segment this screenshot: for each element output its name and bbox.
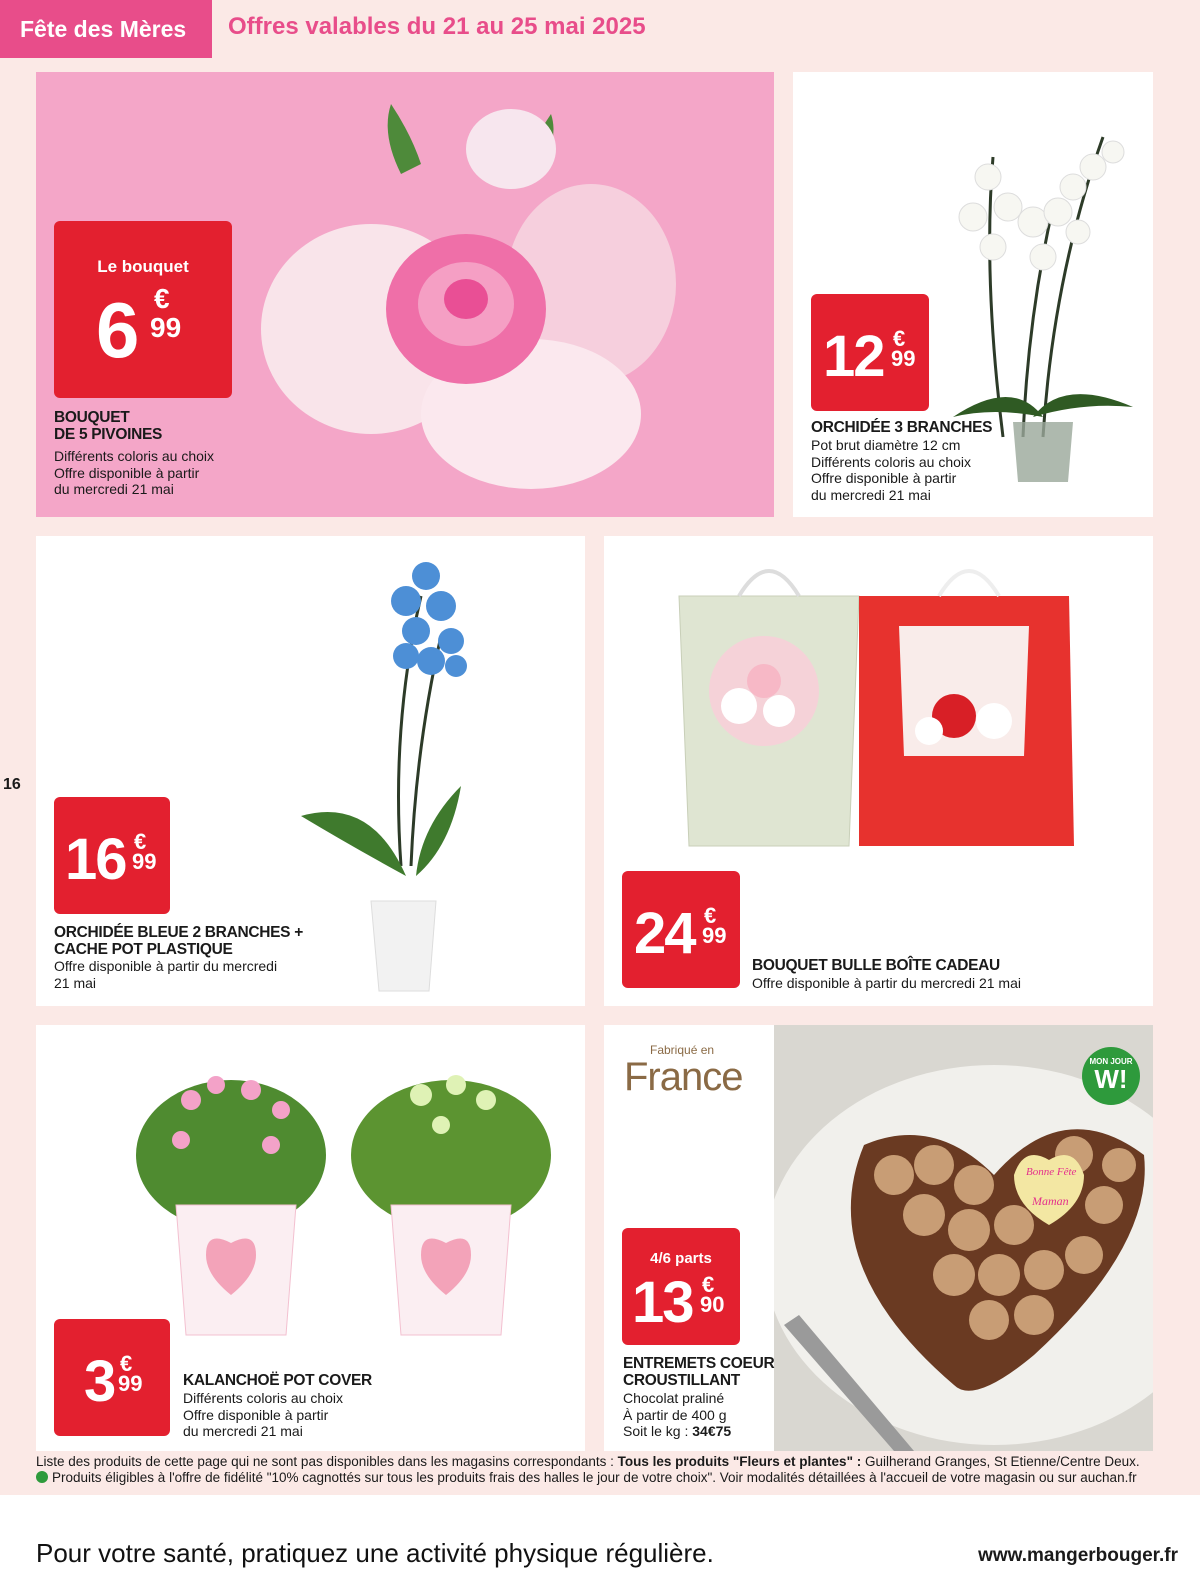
price-tag xyxy=(54,1319,170,1436)
mon-jour-w-badge: MON JOUR W! xyxy=(1082,1047,1140,1105)
price-currency: € xyxy=(134,829,147,854)
loyalty-icon xyxy=(36,1471,48,1483)
legal-line-2: Produits éligibles à l'offre de fidélité "10% cagnottés sur tous les produits frais des halles le jour de votre choix". Voir modalités détaillées à l'accueil de votre magasin ou sur auchan.fr xyxy=(36,1470,1137,1486)
product-card-entremets[interactable] xyxy=(604,1025,1153,1451)
validity-text: Offres valables du 21 au 25 mai 2025 xyxy=(228,13,646,40)
price-currency: € xyxy=(154,283,170,314)
health-message: Pour votre santé, pratiquez une activité physique régulière. xyxy=(36,1538,714,1568)
price-euros: 6 xyxy=(96,286,138,374)
product-card-bouquet-bulle[interactable] xyxy=(604,536,1153,1006)
blue-orchid-image xyxy=(291,546,491,996)
price-label: 4/6 parts xyxy=(650,1250,712,1267)
price-euros: 3 xyxy=(84,1349,115,1414)
price-cents: 99 xyxy=(702,923,727,948)
cake-text-1: Bonne Fête xyxy=(1026,1166,1077,1178)
page-number: 16 xyxy=(3,776,21,793)
price-label: Le bouquet xyxy=(97,257,189,276)
product-title: BOUQUET BULLE BOÎTE CADEAU xyxy=(752,957,1000,974)
theme-tag: Fête des Mères xyxy=(0,0,212,58)
price-cents: 99 xyxy=(150,312,182,343)
product-title: ENTREMETS COEUR CROUSTILLANT xyxy=(623,1355,775,1389)
gift-box-bouquets-image xyxy=(669,556,1089,866)
product-description: Offre disponible à partir du mercredi 21 mai xyxy=(54,958,278,991)
price-cents: 90 xyxy=(700,1292,725,1317)
price-tag xyxy=(622,1228,740,1345)
origin-label: Fabriqué en France xyxy=(624,1043,743,1099)
legal-line-1: Liste des produits de cette page qui ne sont pas disponibles dans les magasins correspondants : Tous les produits "Fleurs et plantes" : Guilherand Granges, St Etienne/Centre Deux. xyxy=(36,1454,1140,1469)
price-tag xyxy=(54,797,170,914)
product-title: BOUQUET DE 5 PIVOINES xyxy=(54,409,163,443)
price-euros: 24 xyxy=(634,901,695,966)
kalanchoe-plants-image xyxy=(121,1055,581,1345)
cake-text-2: Maman xyxy=(1032,1194,1069,1208)
price-currency: € xyxy=(120,1351,133,1376)
product-card-kalanchoe[interactable] xyxy=(36,1025,585,1451)
peony-bouquet-image xyxy=(261,94,681,494)
product-title: ORCHIDÉE BLEUE 2 BRANCHES + CACHE POT PLASTIQUE xyxy=(54,924,303,958)
price-currency: € xyxy=(702,1272,715,1297)
price-cents: 99 xyxy=(118,1371,143,1396)
price-cents: 99 xyxy=(891,346,916,371)
mangerbouger-link[interactable]: www.mangerbouger.fr xyxy=(978,1545,1178,1566)
price-tag xyxy=(622,871,740,988)
price-euros: 13 xyxy=(632,1270,693,1335)
price-currency: € xyxy=(704,903,717,928)
product-description: Chocolat praliné À partir de 400 g Soit le kg : 34€75 xyxy=(623,1390,732,1439)
price-euros: 12 xyxy=(823,324,884,389)
price-cents: 99 xyxy=(132,849,157,874)
price-currency: € xyxy=(893,326,906,351)
product-description: Différents coloris au choix Offre disponible à partir du mercredi 21 mai xyxy=(183,1390,344,1439)
product-title: KALANCHOË POT COVER xyxy=(183,1372,372,1389)
price-euros: 16 xyxy=(65,827,126,892)
product-card-orchidee-3[interactable] xyxy=(793,72,1153,517)
price-tag xyxy=(811,294,929,411)
price-tag xyxy=(54,221,232,398)
product-description: Pot brut diamètre 12 cm Différents coloris au choix Offre disponible à partir du mercredi 21 mai xyxy=(811,437,972,503)
product-card-orchidee-bleue[interactable] xyxy=(36,536,585,1006)
unit-price: Soit le kg : 34€75 xyxy=(623,1423,732,1439)
product-title: ORCHIDÉE 3 BRANCHES xyxy=(811,419,993,436)
product-card-pivoines[interactable] xyxy=(36,72,774,517)
product-description: Offre disponible à partir du mercredi 21 mai xyxy=(752,975,1021,991)
product-description: Différents coloris au choix Offre disponible à partir du mercredi 21 mai xyxy=(54,448,215,497)
